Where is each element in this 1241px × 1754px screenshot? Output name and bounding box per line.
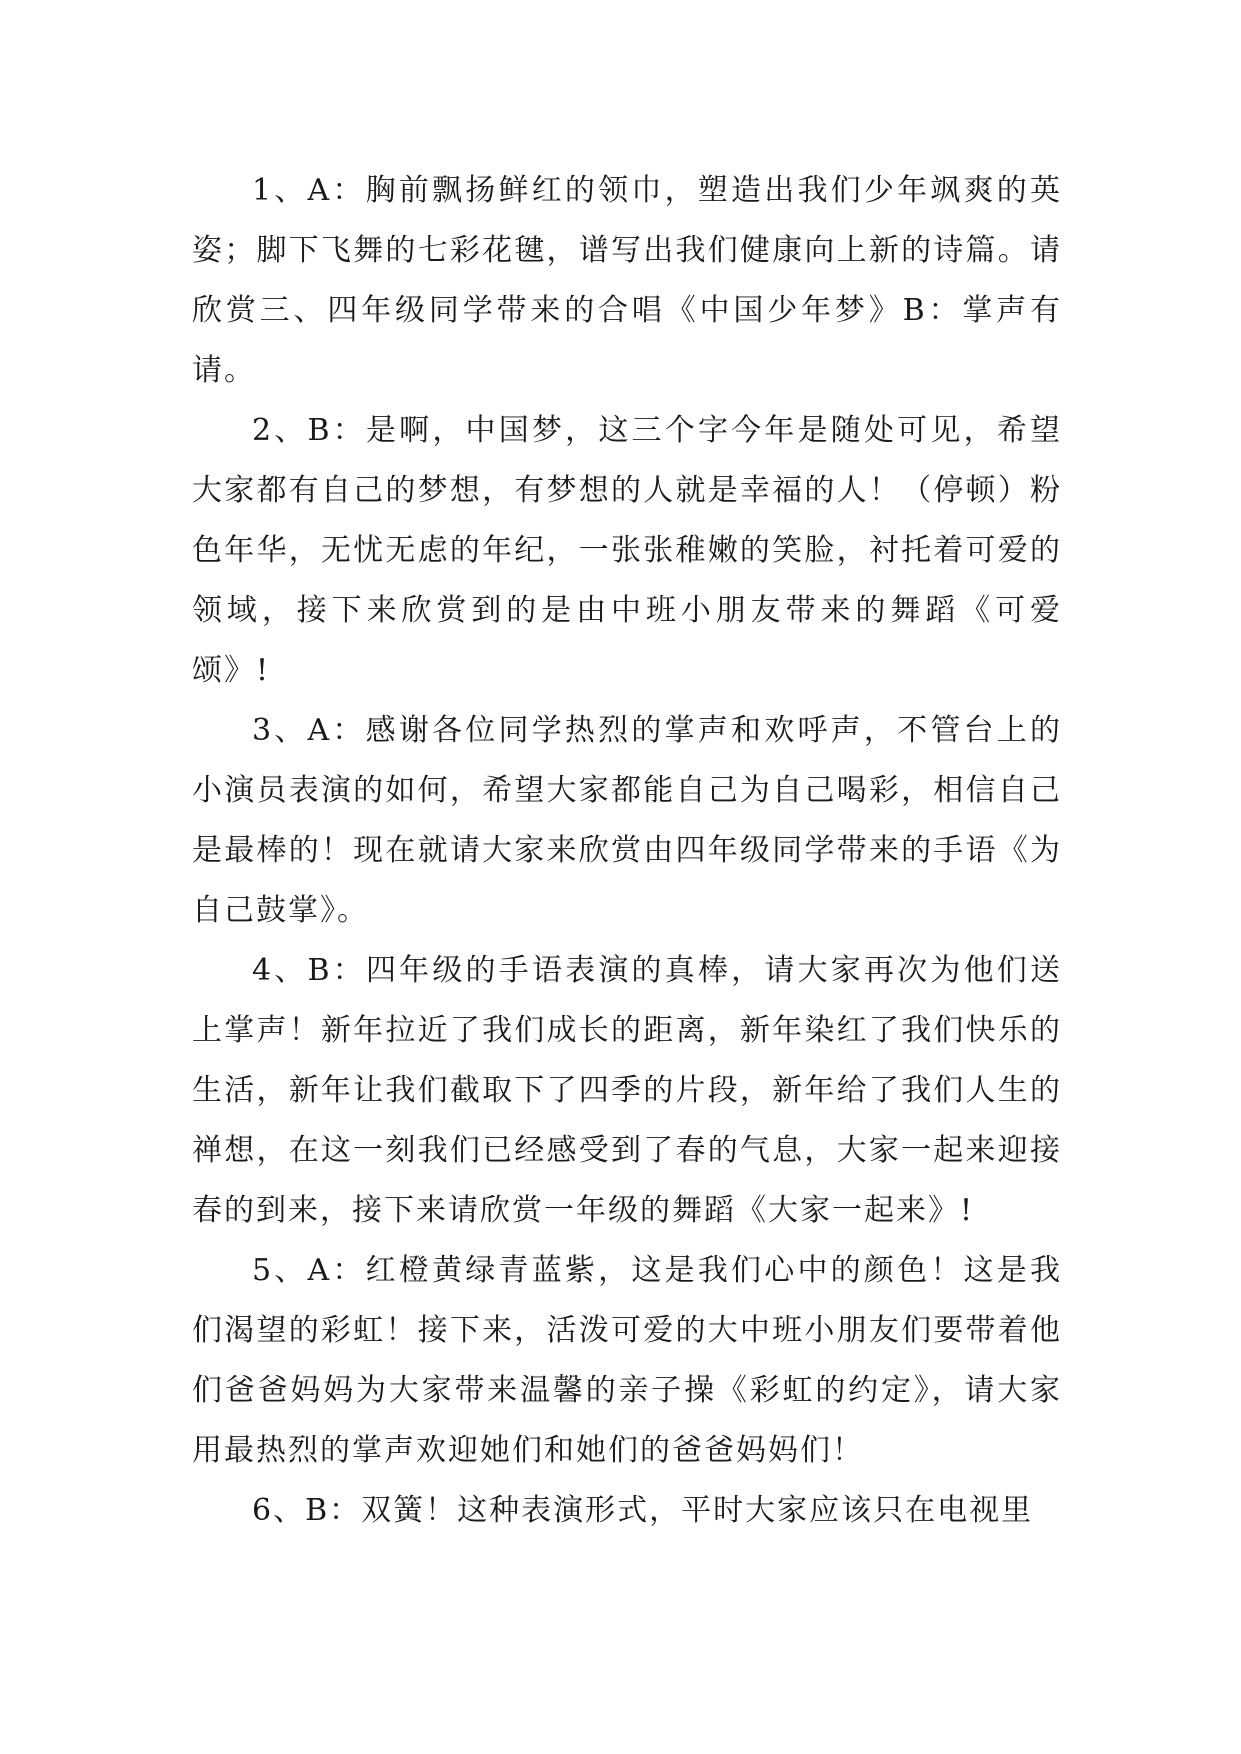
paragraph-5: 5、A：红橙黄绿青蓝紫，这是我们心中的颜色！这是我们渴望的彩虹！接下来，活泼可爱的大中班小朋友们要带着他们爸爸妈妈为大家带来温馨的亲子操《彩虹的约定》，请大家用最热烈的掌声欢迎她们和她们的爸爸妈妈们！ [192,1253,1062,1468]
paragraph-6: 6、B：双簧！这种表演形式，平时大家应该只在电视里 [252,1493,1034,1528]
paragraph-2: 2、B：是啊，中国梦，这三个字今年是随处可见，希望大家都有自己的梦想，有梦想的人就是幸福的人！（停顿）粉色年华，无忧无虑的年纪，一张张稚嫩的笑脸，衬托着可爱的领域，接下来欣赏到的是由中班小朋友带来的舞蹈《可爱颂》! [192,413,1062,688]
paragraph-1: 1、A：胸前飘扬鲜红的领巾，塑造出我们少年飒爽的英姿；脚下飞舞的七彩花毽，谱写出我们健康向上新的诗篇。请欣赏三、四年级同学带来的合唱《中国少年梦》B：掌声有请。 [192,173,1062,388]
document-body [192,161,1062,1541]
paragraph-3: 3、A：感谢各位同学热烈的掌声和欢呼声，不管台上的小演员表演的如何，希望大家都能自己为自己喝彩，相信自己是最棒的！现在就请大家来欣赏由四年级同学带来的手语《为自己鼓掌》。 [192,713,1062,928]
paragraph-4: 4、B：四年级的手语表演的真棒，请大家再次为他们送上掌声！新年拉近了我们成长的距离，新年染红了我们快乐的生活，新年让我们截取下了四季的片段，新年给了我们人生的禅想，在这一刻我们已经感受到了春的气息，大家一起来迎接春的到来，接下来请欣赏一年级的舞蹈《大家一起来》! [192,953,1062,1228]
